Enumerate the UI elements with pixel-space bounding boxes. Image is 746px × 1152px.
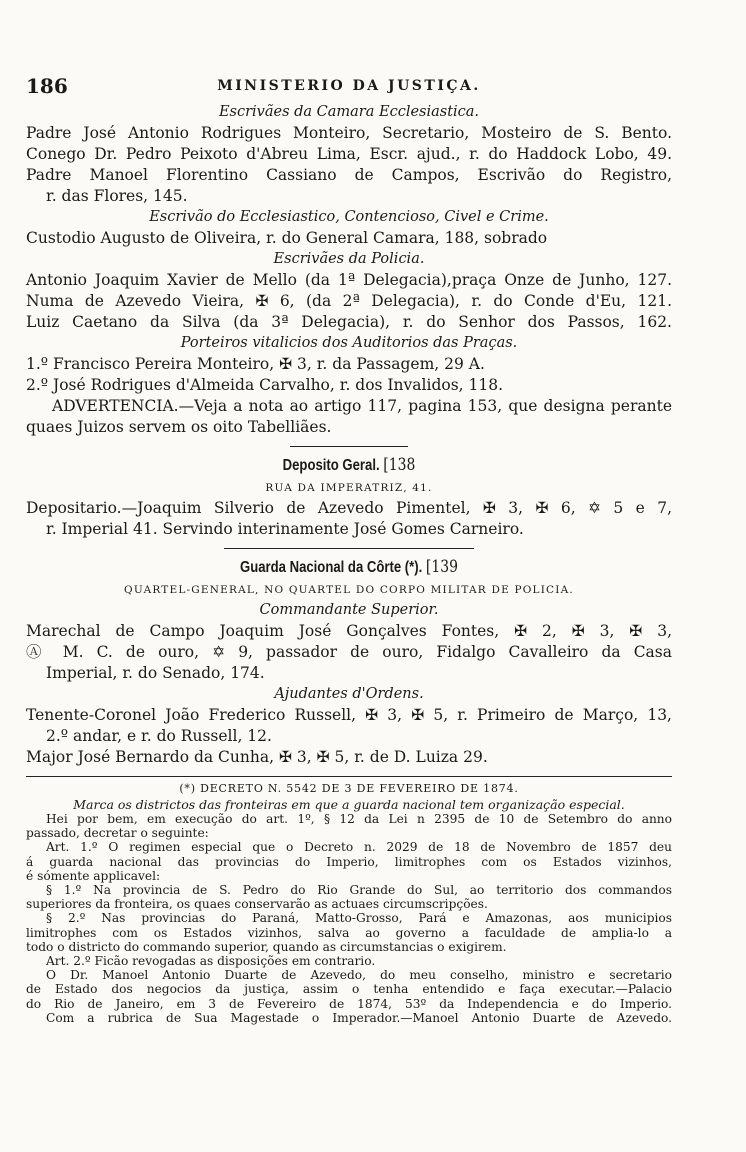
guarda-title-text: Guarda Nacional da Côrte (*). bbox=[240, 559, 423, 576]
footnote-line: O Dr. Manoel Antonio Duarte de Azevedo, do meu conselho, ministro e secretario bbox=[46, 968, 672, 983]
footnote-line: Hei por bem, em execução do art. 1º, § 12 da Lei n 2395 de 10 de Setembro do anno bbox=[46, 812, 672, 826]
entry-line: Ⓐ M. C. de ouro, ✡ 9, passador de ouro, Fidalgo Cavalleiro da Casa bbox=[26, 643, 672, 661]
section-title-commandante: Commandante Superior. bbox=[259, 602, 439, 618]
entry-line: Padre Manoel Florentino Cassiano de Campos, Escrivão do Registro, bbox=[26, 166, 672, 184]
section-title-policia: Escrivães da Policia. bbox=[273, 251, 425, 267]
advertencia-line: ADVERTENCIA.—Veja a nota ao artigo 117, pagina 153, que designa perante bbox=[52, 397, 672, 415]
entry-line: r. das Flores, 145. bbox=[46, 187, 188, 205]
footnote-line: é sómente applicavel: bbox=[26, 868, 161, 883]
footnote-title: Marca os districtos das fronteiras em que a guarda nacional tem organização especial. bbox=[73, 797, 625, 812]
footnote-line: superiores da fronteira, os quaes conservarão as actuaes circumscripções. bbox=[26, 897, 488, 912]
running-head: MINISTERIO DA JUSTIÇA. bbox=[217, 78, 481, 94]
section-title-escrivao: Escrivão do Ecclesiastico, Contencioso, Civel e Crime. bbox=[149, 209, 549, 225]
section-title-porteiros: Porteiros vitalicios dos Auditorios das Praças. bbox=[180, 335, 518, 351]
footnote-line: § 2.º Nas provincias do Paraná, Matto-Grosso, Pará e Amazonas, aos municipios bbox=[46, 911, 672, 926]
footnote-line: todo o districto do commando superior, quando as circumstancias o exigirem. bbox=[26, 939, 507, 954]
entry-line: Conego Dr. Pedro Peixoto d'Abreu Lima, Escr. ajud., r. do Haddock Lobo, 49. bbox=[26, 145, 672, 163]
page-header bbox=[26, 74, 672, 102]
entry-line: 2.º andar, e r. do Russell, 12. bbox=[46, 727, 272, 745]
deposito-title bbox=[84, 453, 614, 478]
page-number: 186 bbox=[26, 74, 68, 98]
page-content bbox=[26, 74, 672, 1025]
footnote-line: de Estado dos negocios da justiça, assim o tenha entendido e faça executar.—Palacio bbox=[26, 982, 672, 997]
deposito-ref: [138 bbox=[383, 455, 416, 475]
footnote-line: § 1.º Na provincia de S. Pedro do Rio Grande do Sul, ao territorio dos commandos bbox=[46, 883, 672, 898]
footnote-line: Com a rubrica de Sua Magestade o Imperador.—Manoel Antonio Duarte de Azevedo. bbox=[46, 1010, 672, 1025]
guarda-ref: [139 bbox=[425, 557, 458, 577]
entry-line: r. Imperial 41. Servindo interinamente José Gomes Carneiro. bbox=[46, 520, 524, 538]
entry-line: Numa de Azevedo Vieira, ✠ 6, (da 2ª Delegacia), r. do Conde d'Eu, 121. bbox=[26, 292, 672, 310]
footnote-head: (*) DECRETO N. 5542 DE 3 DE FEVEREIRO DE 1874. bbox=[179, 782, 519, 795]
footnote-line: á guarda nacional das provincias do Imperio, limitrophes com os Estados vizinhos, bbox=[26, 854, 672, 869]
section-title-camara: Escrivães da Camara Ecclesiastica. bbox=[218, 104, 480, 120]
footnote-line: Art. 2.º Ficão revogadas as disposições em contrario. bbox=[46, 954, 376, 969]
entry-line: Luiz Caetano da Silva (da 3ª Delegacia), r. do Senhor dos Passos, 162. bbox=[26, 313, 672, 331]
advertencia-line: quaes Juizos servem os oito Tabelliães. bbox=[26, 418, 332, 436]
guarda-subtitle: QUARTEL-GENERAL, NO QUARTEL DO CORPO MILITAR DE POLICIA. bbox=[124, 584, 574, 596]
entry-line: 1.º Francisco Pereira Monteiro, ✠ 3, r. da Passagem, 29 A. bbox=[26, 355, 485, 373]
section-title-ajudantes: Ajudantes d'Ordens. bbox=[274, 686, 424, 702]
entry-line: Custodio Augusto de Oliveira, r. do General Camara, 188, sobrado bbox=[26, 229, 548, 247]
deposito-address: RUA DA IMPERATRIZ, 41. bbox=[265, 482, 433, 494]
footnote-line: Art. 1.º O regimen especial que o Decreto n. 2029 de 18 de Novembro de 1857 deu bbox=[46, 840, 672, 855]
entry-line: Padre José Antonio Rodrigues Monteiro, Secretario, Mosteiro de S. Bento. bbox=[26, 124, 672, 142]
deposito-title-text: Deposito Geral. bbox=[282, 457, 380, 474]
entry-line: Tenente-Coronel João Frederico Russell, ✠ 3, ✠ 5, r. Primeiro de Março, 13, bbox=[26, 706, 672, 724]
guarda-title bbox=[84, 555, 614, 580]
section-rule bbox=[290, 446, 408, 447]
entry-line: Antonio Joaquim Xavier de Mello (da 1ª Delegacia),praça Onze de Junho, 127. bbox=[26, 271, 672, 289]
entry-line: Imperial, r. do Senado, 174. bbox=[46, 664, 265, 682]
footnote-line: passado, decretar o seguinte: bbox=[26, 826, 209, 841]
section-rule bbox=[224, 548, 474, 549]
entry-line: 2.º José Rodrigues d'Almeida Carvalho, r. dos Invalidos, 118. bbox=[26, 376, 504, 394]
entry-line: Major José Bernardo da Cunha, ✠ 3, ✠ 5, r. de D. Luiza 29. bbox=[26, 748, 488, 766]
footnote-rule bbox=[26, 776, 672, 777]
footnote-line: do Rio de Janeiro, em 3 de Fevereiro de 1874, 53º da Independencia e do Imperio. bbox=[26, 996, 672, 1011]
footnote-line: limitrophes com os Estados vizinhos, salva ao governo a faculdade de amplia-lo a bbox=[26, 925, 672, 940]
entry-line: Depositario.—Joaquim Silverio de Azevedo Pimentel, ✠ 3, ✠ 6, ✡ 5 e 7, bbox=[26, 499, 672, 517]
entry-line: Marechal de Campo Joaquim José Gonçalves Fontes, ✠ 2, ✠ 3, ✠ 3, bbox=[26, 622, 672, 640]
